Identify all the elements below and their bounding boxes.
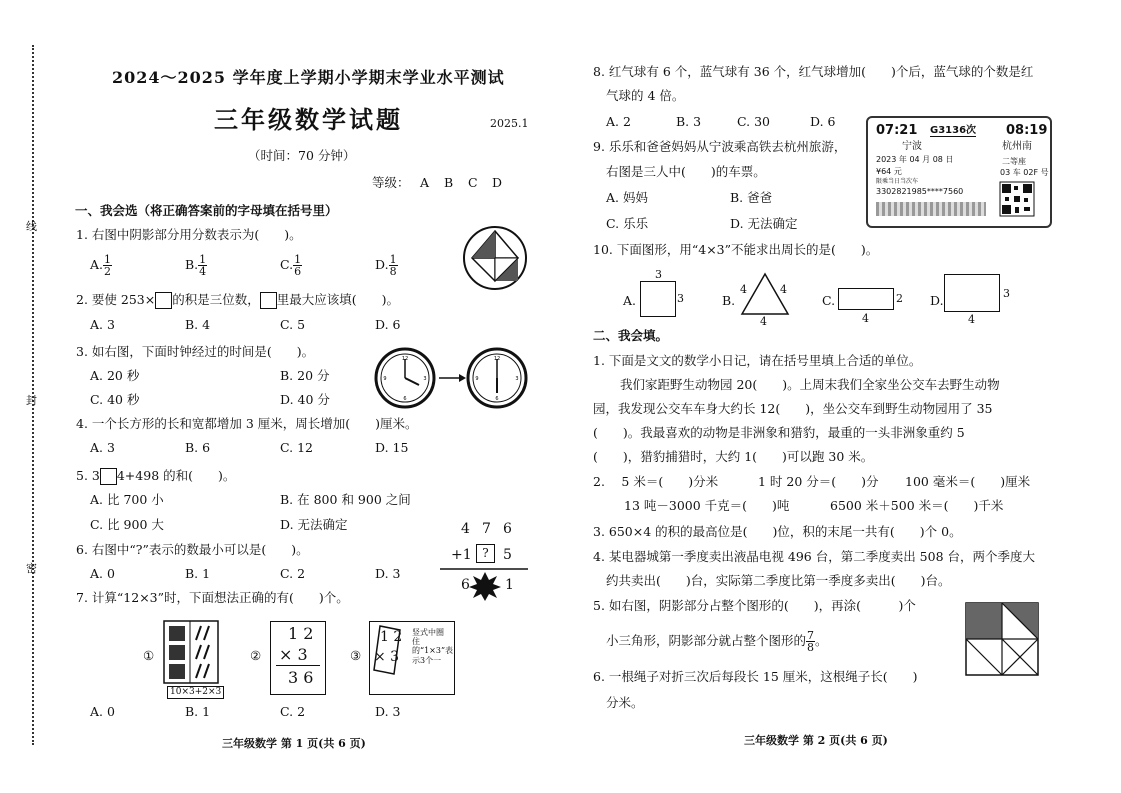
grade-label: 等级： — [372, 175, 410, 190]
q7-option-a: A. 0 — [90, 704, 115, 719]
q1-shaded-circle-figure — [462, 225, 528, 291]
q6-plus-one: +1 — [451, 547, 472, 563]
margin-char-mi: 密 — [26, 562, 37, 575]
q4-option-c: C. 12 — [280, 440, 313, 455]
q10-letter-d: D. — [930, 293, 944, 308]
q9-option-c: C. 乐乐 — [606, 216, 649, 231]
f1-diary-line2: 园，我发现公交车车身大约长 12( )，坐公交车到野生动物园用了 35 — [593, 401, 993, 416]
q1-option-b: B. $\frac{1}{4}$ — [185, 253, 207, 278]
ticket-qr-code — [1000, 182, 1034, 216]
q10-rectangle-d — [944, 274, 1000, 312]
q6-sum-digit-1: 1 — [505, 577, 514, 593]
q10-a-top-label: 3 — [655, 268, 662, 281]
ticket-date: 2023 年 04 月 08 日 — [876, 155, 954, 164]
q6-option-c: C. 2 — [280, 566, 306, 581]
q7-figure-3-note: 竖式中圈住的“1×3”表示3个一 — [412, 628, 454, 665]
q3-option-d: D. 40 分 — [280, 392, 330, 407]
q8-option-a: A. 2 — [606, 114, 631, 129]
q2-option-a: A. 3 — [90, 317, 115, 332]
q6-option-b: B. 1 — [185, 566, 211, 581]
f2-conversion-4: 13 吨－3000 千克＝( )吨 — [624, 498, 790, 513]
q5-option-d: D. 无法确定 — [280, 517, 348, 532]
q10-letter-b: B. — [722, 293, 736, 308]
q6-sum-digit-6: 6 — [461, 577, 470, 593]
q10-d-bottom-label: 4 — [968, 313, 975, 326]
q5-blank-box — [100, 468, 117, 485]
q7-figure-3-top: 1 2 — [380, 629, 403, 645]
q3-option-a: A. 20 秒 — [90, 368, 140, 383]
ticket-to-station: 杭州南 — [1002, 141, 1032, 152]
q7-option-d: D. 3 — [375, 704, 401, 719]
svg-text:12: 12 — [401, 356, 409, 362]
q10-square-a — [640, 281, 676, 317]
q2-option-d: D. 6 — [375, 317, 401, 332]
ticket-departure-time: 07:21 — [876, 123, 918, 138]
q3-option-c: C. 40 秒 — [90, 392, 140, 407]
q8-text-line1: 8. 红气球有 6 个，蓝气球有 36 个，红气球增加( )个后，蓝气球的个数是红 — [593, 64, 1034, 79]
q4-text: 4. 一个长方形的长和宽都增加 3 厘米，周长增加( )厘米。 — [76, 416, 418, 431]
ticket-id-number: 3302821985****7560 — [876, 187, 964, 196]
q8-option-d: D. 6 — [810, 114, 836, 129]
ticket-validity-note: 限乘当日当次车 — [876, 178, 919, 185]
exam-date: 2025.1 — [490, 117, 529, 130]
q8-option-c: C. 30 — [737, 114, 770, 129]
q10-b-right-label: 4 — [780, 283, 787, 296]
grade-option-d: D — [492, 175, 503, 190]
q3-option-b: B. 20 分 — [280, 368, 330, 383]
f2-conversion-5: 6500 米＋500 米＝( )千米 — [830, 498, 1004, 513]
q9-text-line1: 9. 乐乐和爸爸妈妈从宁波乘高铁去杭州旅游， — [593, 139, 847, 154]
q7-mark-2: ② — [250, 648, 262, 663]
q10-b-bottom-label: 4 — [760, 315, 767, 328]
q9-option-d: D. 无法确定 — [730, 216, 798, 231]
f5-text-line2: 小三角形，阴影部分就占整个图形的 $\frac{7}{8}$ 。 — [606, 629, 828, 654]
f5-text-line1: 5. 如右图，阴影部分占整个图形的( )，再涂( )个 — [593, 598, 916, 613]
svg-text:12: 12 — [493, 356, 501, 362]
f6-text-line1: 6. 一根绳子对折三次后每段长 15 厘米，这根绳子长( ) — [593, 669, 918, 684]
q2-option-b: B. 4 — [185, 317, 211, 332]
svg-text:6: 6 — [403, 396, 407, 402]
left-page-footer: 三年级数学 第 1 页(共 6 页) — [222, 737, 366, 750]
q6-question-box: ? — [476, 544, 495, 563]
q3-text: 3. 如右图，下面时钟经过的时间是( )。 — [76, 344, 315, 359]
q5-option-c: C. 比 900 大 — [90, 517, 164, 532]
q4-option-b: B. 6 — [185, 440, 211, 455]
f2-conversion-2: 1 时 20 分＝( )分 — [758, 474, 879, 489]
f2-conversion-1: 2. 5 米＝( )分米 — [593, 474, 719, 489]
margin-char-feng: 封 — [26, 394, 37, 407]
q4-option-d: D. 15 — [375, 440, 409, 455]
q6-option-a: A. 0 — [90, 566, 115, 581]
q10-rectangle-c — [838, 288, 894, 310]
f1-diary-line3: ( )。我最喜欢的动物是非洲象和猎豹，最重的一头非洲象重约 5 — [593, 425, 965, 440]
q5-option-a: A. 比 700 小 — [90, 492, 164, 507]
q5-text: 5. 3 4+498 的和( )。 — [76, 468, 236, 483]
q7-mark-1: ① — [143, 648, 155, 663]
grade-option-c: C — [468, 175, 478, 190]
f1-diary-line1: 我们家距野生动物园 20( )。上周末我们全家坐公交车去野生动物 — [620, 377, 1000, 392]
q3-clocks-figure — [375, 345, 535, 411]
train-ticket — [866, 116, 1052, 228]
q1-option-a: A. $\frac{1}{2}$ — [90, 253, 112, 278]
ticket-from-station: 宁波 — [902, 141, 922, 152]
f5-shaded-square-figure — [965, 602, 1039, 676]
q6-top-digit-6: 6 — [503, 521, 512, 537]
exam-header: 2024～2025 学年度上学期小学期末学业水平测试 — [112, 68, 505, 87]
q10-d-side-label: 3 — [1003, 287, 1010, 300]
ticket-train-number: G3136次 — [930, 125, 977, 136]
q6-text: 6. 右图中“?”表示的数最小可以是( )。 — [76, 542, 309, 557]
q7-option-c: C. 2 — [280, 704, 306, 719]
q7-figure-2-row3: 3 6 — [288, 668, 314, 687]
q8-text-line2: 气球的 4 倍。 — [606, 88, 685, 103]
q7-text: 7. 计算“12×3”时，下面想法正确的有( )个。 — [76, 590, 349, 605]
svg-text:9: 9 — [475, 376, 479, 382]
section-1-heading: 一、我会选（将正确答案前的字母填在括号里） — [75, 203, 338, 218]
ticket-arrival-time: 08:19 — [1006, 123, 1048, 138]
right-page-footer: 三年级数学 第 2 页(共 6 页) — [744, 734, 888, 747]
exam-duration: （时间：70 分钟） — [248, 148, 356, 163]
svg-text:6: 6 — [495, 396, 499, 402]
q7-figure-2-row1: 1 2 — [288, 624, 314, 643]
grade-option-a: A — [420, 175, 430, 190]
f4-text-line1: 4. 某电器城第一季度卖出液晶电视 496 台，第二季度卖出 508 台，两个季度大 — [593, 549, 1036, 564]
f1-text: 1. 下面是文文的数学小日记，请在括号里填上合适的单位。 — [593, 353, 922, 368]
grade-option-b: B — [444, 175, 454, 190]
q6-top-digit-4: 4 — [461, 521, 470, 537]
q6-option-d: D. 3 — [375, 566, 401, 581]
svg-text:3: 3 — [515, 376, 519, 382]
ticket-seat-number: 03 车 02F 号 — [1000, 168, 1049, 177]
q10-text: 10. 下面图形，用“4×3”不能求出周长的是( )。 — [593, 242, 879, 257]
q1-option-d: D. $\frac{1}{8}$ — [375, 253, 397, 278]
f3-text: 3. 650×4 的积的最高位是( )位，积的末尾一共有( )个 0。 — [593, 524, 962, 539]
f2-conversion-3: 100 毫米＝( )厘米 — [905, 474, 1031, 489]
q6-sum-line-and-splash — [440, 567, 530, 601]
q4-option-a: A. 3 — [90, 440, 115, 455]
f4-text-line2: 约共卖出( )台，实际第二季度比第一季度多卖出( )台。 — [606, 573, 951, 588]
q10-c-side-label: 2 — [896, 292, 903, 305]
q7-mark-3: ③ — [350, 648, 362, 663]
q10-letter-c: C. — [822, 293, 836, 308]
q8-option-b: B. 3 — [676, 114, 702, 129]
q2-blank-box-1 — [155, 292, 172, 309]
q10-c-bottom-label: 4 — [862, 312, 869, 325]
ticket-price: ¥64 元 — [876, 167, 902, 176]
svg-text:9: 9 — [383, 376, 387, 382]
q10-letter-a: A. — [623, 293, 637, 308]
q2-option-c: C. 5 — [280, 317, 306, 332]
q9-text-line2: 右图是三人中( )的车票。 — [606, 164, 766, 179]
q6-top-digit-7: 7 — [482, 521, 491, 537]
q2-blank-box-2 — [260, 292, 277, 309]
exam-title: 三年级数学试题 — [214, 105, 403, 134]
q2-text: 2. 要使 253× 的积是三位数， 里最大应该填( )。 — [76, 292, 399, 307]
q5-option-b: B. 在 800 和 900 之间 — [280, 492, 411, 507]
q7-option-b: B. 1 — [185, 704, 211, 719]
q10-a-side-label: 3 — [677, 292, 684, 305]
margin-char-xian: 线 — [26, 220, 37, 233]
section-2-heading: 二、我会填。 — [593, 328, 669, 343]
q7-figure-1-blocks — [163, 620, 219, 696]
f6-text-line2: 分米。 — [606, 695, 644, 710]
f1-diary-line4: ( )，猎豹捕猎时，大约 1( )可以跑 30 米。 — [593, 449, 874, 464]
ticket-hatched-band — [876, 202, 986, 216]
q7-figure-2-row2: × 3 — [279, 645, 308, 664]
q1-text: 1. 右图中阴影部分用分数表示为( )。 — [76, 227, 302, 242]
q7-figure-3-mult: × 3 — [374, 649, 400, 665]
q7-figure-1-caption: 10×3+2×3 — [167, 686, 224, 699]
q10-b-left-label: 4 — [740, 283, 747, 296]
q9-option-a: A. 妈妈 — [606, 190, 648, 205]
q9-option-b: B. 爸爸 — [730, 190, 773, 205]
q1-option-c: C. $\frac{1}{6}$ — [280, 253, 302, 278]
ticket-seat-class: 二等座 — [1002, 157, 1026, 166]
svg-text:3: 3 — [423, 376, 427, 382]
q7-figure-2-line — [276, 665, 320, 666]
q6-digit-5: 5 — [503, 547, 512, 563]
